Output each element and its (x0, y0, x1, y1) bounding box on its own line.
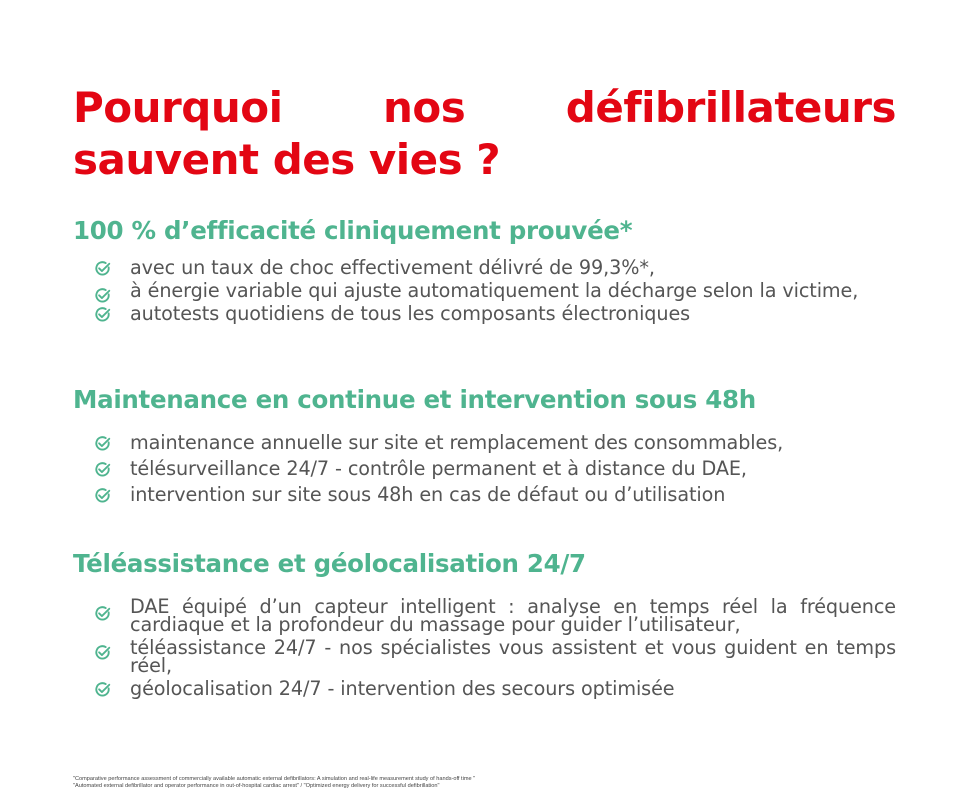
check-circle-icon (94, 260, 111, 277)
check-circle-icon (94, 306, 111, 323)
section-heading: Maintenance en continue et intervention sous 48h (73, 385, 756, 414)
check-circle-icon (94, 605, 111, 622)
bullet-list (73, 595, 896, 700)
list-item (73, 595, 896, 636)
section-heading: 100 % d’efficacité cliniquement prouvée* (73, 216, 633, 245)
list-item (73, 258, 896, 278)
check-circle-icon (94, 435, 111, 452)
list-item (73, 679, 896, 699)
check-circle-icon (94, 461, 111, 478)
footnote (73, 776, 773, 790)
list-item (73, 485, 896, 505)
section-teleassistance (73, 549, 896, 706)
list-item (73, 459, 896, 479)
footnote-line: "Automated external defibrillator and operator performance in out-of-hospital cardiac arrest" / "Optimized energy delivery for successful defibrillation" (73, 783, 440, 789)
check-circle-icon (94, 487, 111, 504)
list-item (73, 279, 896, 302)
section-heading: Téléassistance et géolocalisation 24/7 (73, 549, 586, 578)
list-item (73, 433, 896, 453)
check-circle-icon (94, 644, 111, 661)
bullet-text: autotests quotidiens de tous les composants électroniques (130, 302, 691, 325)
bullet-text: avec un taux de choc effectivement délivré de 99,3%*, (130, 256, 655, 279)
bullet-text: maintenance annuelle sur site et remplacement des consommables, (130, 431, 784, 454)
page-title: Pourquoi nos défibrillateurs sauvent des vies ? (73, 83, 896, 184)
bullet-list (73, 258, 896, 324)
footnote-line: "Comparative performance assessment of commercially available automatic external defibrillators: A simulation and real-life measurement study of hands-off time " (73, 776, 476, 782)
bullet-list (73, 433, 896, 505)
page-content (73, 0, 896, 800)
bullet-text: géolocalisation 24/7 - intervention des secours optimisée (130, 677, 675, 700)
bullet-text: intervention sur site sous 48h en cas de défaut ou d’utilisation (130, 483, 726, 506)
bullet-text: DAE équipé d’un capteur intelligent : analyse en temps réel la fréquence cardiaque et la profondeur du massage pour guider l’utilisateur, (130, 595, 896, 636)
bullet-text: à énergie variable qui ajuste automatiquement la décharge selon la victime, (130, 279, 859, 302)
list-item (73, 636, 896, 677)
list-item (73, 304, 896, 324)
bullet-text: téléassistance 24/7 - nos spécialistes vous assistent et vous guident en temps réel, (130, 636, 896, 677)
section-maintenance (73, 385, 896, 512)
check-circle-icon (94, 681, 111, 698)
check-circle-icon (94, 287, 111, 304)
bullet-text: télésurveillance 24/7 - contrôle permanent et à distance du DAE, (130, 457, 747, 480)
section-efficacite (73, 216, 896, 331)
